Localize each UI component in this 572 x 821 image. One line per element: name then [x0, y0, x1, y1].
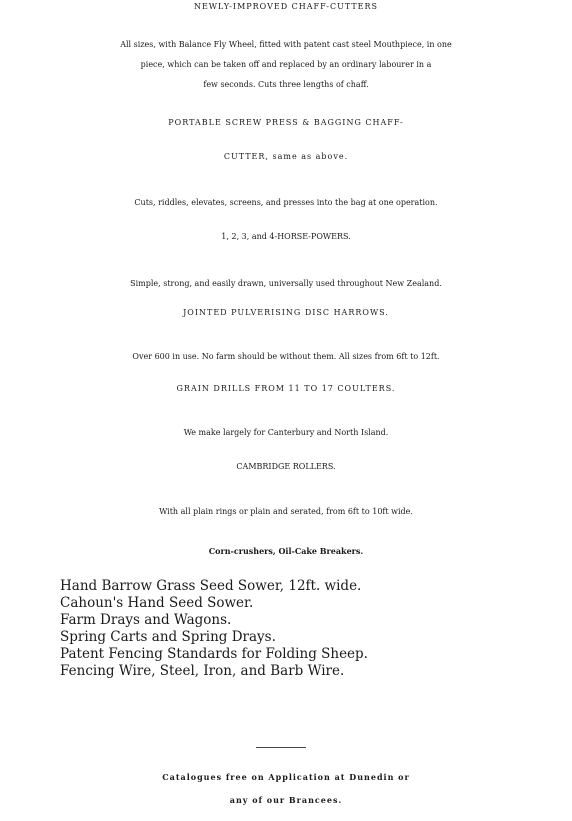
list-item: Fencing Wire, Steel, Iron, and Barb Wire.: [60, 663, 345, 679]
chaff-cutters-line-2: piece, which can be taken off and replaced by an ordinary labourer in a: [140, 60, 432, 69]
screw-press-line: Cuts, riddles, elevates, screens, and presses into the bag at one operation.: [134, 198, 438, 207]
list-item: Hand Barrow Grass Seed Sower, 12ft. wide.: [60, 578, 362, 594]
list-item: Farm Drays and Wagons.: [60, 612, 232, 628]
divider: [256, 747, 306, 748]
heading-corn-crushers: Corn-crushers, Oil-Cake Breakers.: [208, 546, 364, 556]
heading-disc-harrows: JOINTED PULVERISING DISC HARROWS.: [183, 308, 389, 317]
heading-screw-press-line-1: PORTABLE SCREW PRESS & BAGGING CHAFF-: [168, 118, 404, 127]
heading-horse-powers: 1, 2, 3, and 4-HORSE-POWERS.: [221, 232, 351, 241]
implements-list: [60, 578, 368, 680]
heading-grain-drills: GRAIN DRILLS FROM 11 TO 17 COULTERS.: [176, 384, 396, 393]
list-item: Patent Fencing Standards for Folding Sheep.: [60, 646, 368, 662]
chaff-cutters-line-3: few seconds. Cuts three lengths of chaff.: [203, 80, 369, 89]
grain-drills-line: We make largely for Canterbury and North Island.: [183, 428, 389, 437]
heading-cambridge-rollers: CAMBRIDGE ROLLERS.: [236, 462, 336, 471]
chaff-cutters-line-1: All sizes, with Balance Fly Wheel, fitted with patent cast steel Mouthpiece, in one: [120, 40, 452, 49]
footer-line-1: Catalogues free on Application at Dunedin or: [162, 772, 410, 782]
list-item: Spring Carts and Spring Drays.: [60, 629, 276, 645]
heading-chaff-cutters: NEWLY-IMPROVED CHAFF-CUTTERS: [193, 1, 379, 12]
disc-harrows-line: Over 600 in use. No farm should be without them. All sizes from 6ft to 12ft.: [132, 352, 440, 361]
horse-powers-line: Simple, strong, and easily drawn, universally used throughout New Zealand.: [130, 279, 442, 288]
list-item: Cahoun's Hand Seed Sower.: [60, 595, 254, 611]
heading-screw-press-line-2: CUTTER, same as above.: [223, 152, 349, 161]
footer-line-2: any of our Brancees.: [229, 795, 343, 805]
cambridge-rollers-line: With all plain rings or plain and serated, from 6ft to 10ft wide.: [159, 507, 413, 516]
